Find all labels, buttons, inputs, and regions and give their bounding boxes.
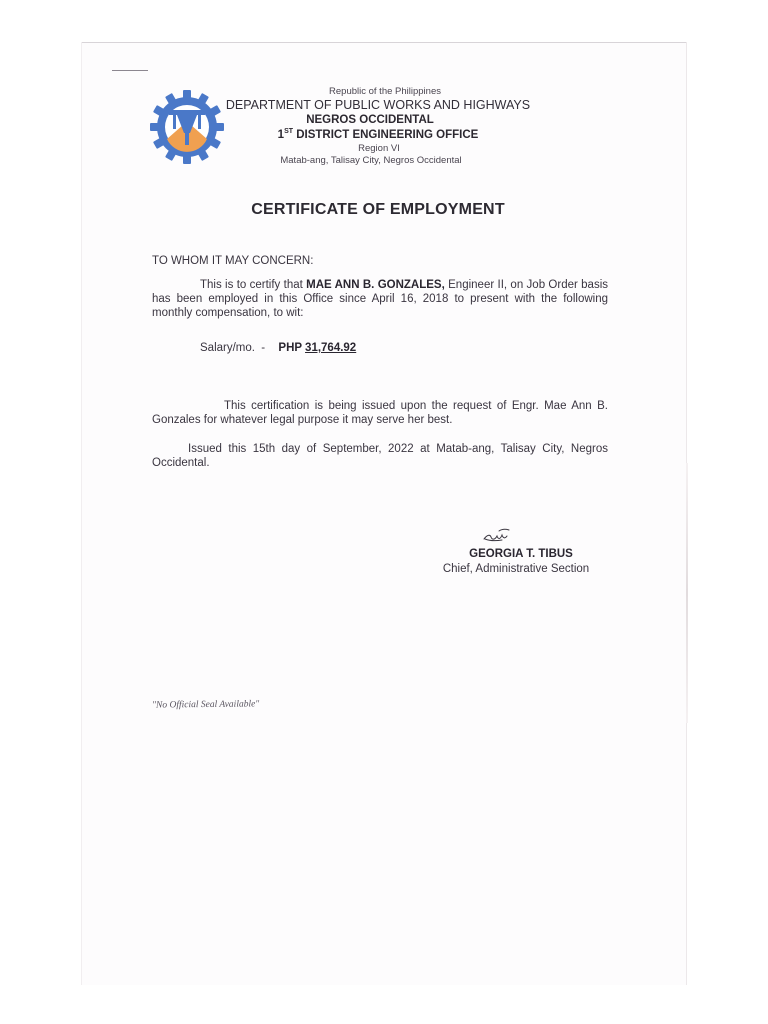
certificate-page	[82, 42, 686, 985]
header-republic: Republic of the Philippines	[329, 86, 441, 97]
certification-paragraph	[152, 278, 608, 320]
salary-row	[200, 342, 356, 354]
office-suffix: ST	[284, 128, 294, 135]
header-office	[278, 128, 479, 141]
purpose-paragraph: This certification is being issued upon the request of Engr. Mae Ann B. Gonzales for whatever legal purpose it may serve her best.	[152, 400, 608, 426]
salary-currency: PHP	[278, 342, 306, 354]
salary-dash: -	[261, 342, 266, 354]
office-name: DISTRICT ENGINEERING OFFICE	[293, 128, 479, 141]
dpwh-logo-icon	[150, 88, 224, 166]
salary-label: Salary/mo.	[200, 342, 255, 354]
employee-name: MAE ANN B. GONZALES,	[306, 279, 445, 291]
header-department: DEPARTMENT OF PUBLIC WORKS AND HIGHWAYS	[225, 98, 531, 112]
header-address: Matab-ang, Talisay City, Negros Occidental	[280, 155, 462, 166]
salutation: TO WHOM IT MAY CONCERN:	[152, 255, 314, 267]
para1-details: Engineer II, on Job Order basis has been employed in this Office since April 16, 2018 to present with the following monthly compensation, to wit:	[152, 279, 608, 319]
issued-paragraph: Issued this 15th day of September, 2022 at Matab-ang, Talisay City, Negros Occidental.	[152, 443, 608, 469]
seal-note: "No Official Seal Available"	[151, 699, 260, 711]
signatory-title: Chief, Administrative Section	[442, 563, 590, 575]
paper-edge-shadow	[686, 463, 688, 723]
office-ordinal: 1	[277, 128, 285, 141]
salary-amount	[278, 342, 356, 354]
salary-value: 31,764.92	[305, 342, 357, 354]
header-province: NEGROS OCCIDENTAL	[306, 114, 434, 126]
signatory-name: GEORGIA T. TIBUS	[469, 548, 573, 560]
para1-intro: This is to certify that	[200, 279, 307, 291]
document-title: CERTIFICATE OF EMPLOYMENT	[251, 201, 505, 218]
header-region: Region VI	[358, 143, 400, 154]
corner-mark	[112, 70, 148, 71]
signature-mark	[482, 526, 518, 544]
